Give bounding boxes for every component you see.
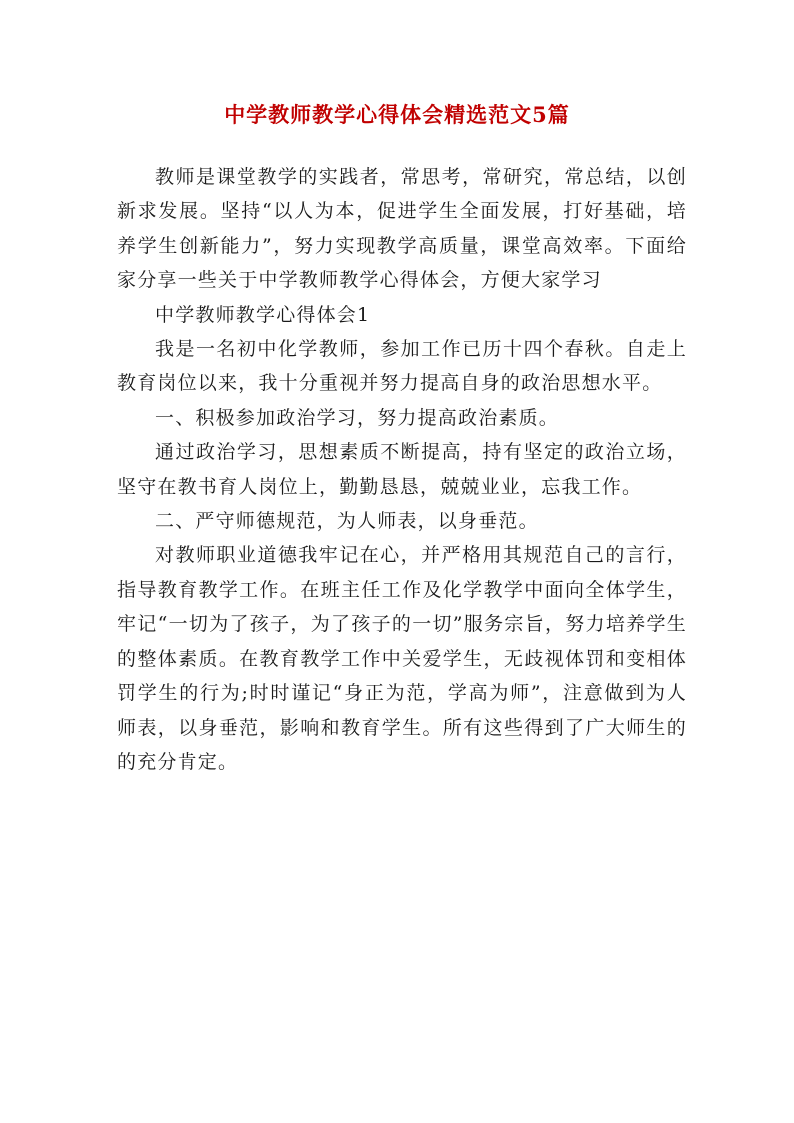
document-body (117, 160, 687, 779)
subheading-1: 一、积极参加政治学习，努力提高政治素质。 (155, 406, 560, 429)
subheading-2: 二、严守师德规范，为人师表，以身垂范。 (155, 510, 539, 533)
body-paragraph: 我是一名初中化学教师，参加工作已历十四个春秋。自走上教育岗位以来，我十分重视并努力提高自身的政治思想水平。 (117, 338, 687, 395)
intro-paragraph: 教师是课堂教学的实践者，常思考，常研究，常总结，以创新求发展。坚持“以人为本，促进学生全面发展，打好基础，培养学生创新能力”，努力实现教学高质量，课堂高效率。下面给家分享一些关于中学教师教学心得体会，方便大家学习 (117, 166, 687, 292)
document-title: 中学教师教学心得体会精选范文5篇 (224, 102, 570, 127)
body-paragraph: 通过政治学习，思想素质不断提高，持有坚定的政治立场，坚守在教书育人岗位上，勤勤恳恳，兢兢业业，忘我工作。 (117, 441, 687, 498)
body-paragraph: 对教师职业道德我牢记在心，并严格用其规范自己的言行，指导教育教学工作。在班主任工作及化学教学中面向全体学生，牢记“一切为了孩子，为了孩子的一切”服务宗旨，努力培养学生的整体素质。在教育教学工作中关爱学生，无歧视体罚和变相体罚学生的行为;时时谨记“身正为范，学高为师”，注意做到为人师表，以身垂范，影响和教育学生。所有这些得到了广大师生的的充分肯定。 (117, 544, 687, 773)
section-heading-1: 中学教师教学心得体会1 (155, 303, 371, 326)
